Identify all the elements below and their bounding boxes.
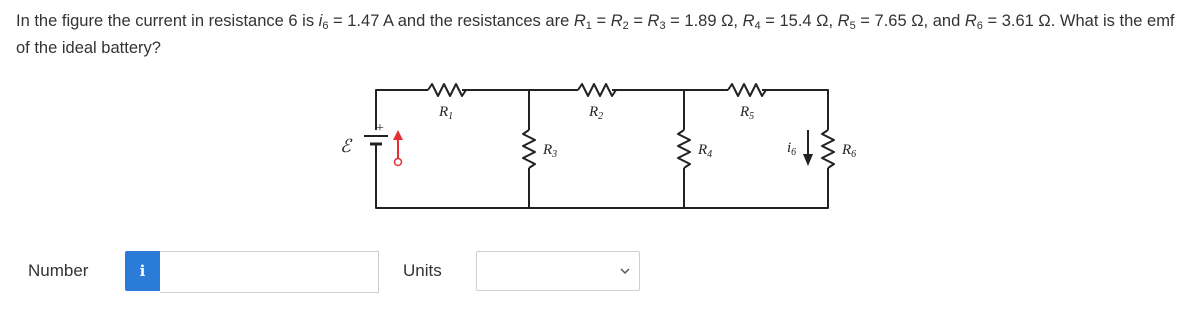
equals: =	[591, 12, 611, 30]
circuit-wires	[376, 84, 834, 208]
i6-label-sub: 6	[791, 147, 797, 158]
r3-label-sub: 3	[552, 149, 558, 160]
r5-label	[739, 104, 754, 122]
resistor-r3	[523, 130, 535, 168]
r6-var: R	[964, 12, 977, 30]
r6-label-letter: R	[842, 142, 852, 158]
r1-label	[438, 104, 453, 122]
emf-label: ℰ	[340, 136, 351, 156]
circuit-diagram	[300, 70, 900, 220]
emf-arrow-icon	[393, 130, 403, 166]
question-part: = 15.4 Ω,	[760, 12, 838, 30]
r4-sub: 4	[754, 20, 761, 32]
r6-label-sub: 6	[851, 149, 857, 160]
wire-top-3	[762, 90, 828, 130]
resistor-r4	[678, 130, 690, 168]
r2-label-letter: R	[589, 104, 599, 120]
r1-var: R	[573, 12, 586, 30]
r5-label-sub: 5	[749, 111, 755, 122]
info-icon[interactable]: i	[125, 251, 160, 291]
question-part: = 1.47 A and the resistances are	[328, 12, 574, 30]
r3-sub: 3	[659, 20, 666, 32]
current-sub: 6	[322, 20, 329, 32]
question-part: = 7.65 Ω, and	[855, 12, 965, 30]
r6-sub: 6	[976, 20, 983, 32]
question-part: = 1.89 Ω,	[665, 12, 743, 30]
i6-label	[787, 140, 796, 158]
r2-sub: 2	[622, 20, 629, 32]
resistor-r5	[728, 84, 766, 96]
r1-label-sub: 1	[448, 111, 454, 122]
r5-var: R	[837, 12, 850, 30]
units-select[interactable]	[476, 251, 640, 291]
r3-label	[542, 142, 557, 160]
chevron-down-icon	[620, 266, 630, 276]
r4-label-sub: 4	[707, 149, 713, 160]
r3-label-letter: R	[543, 142, 553, 158]
number-label: Number	[28, 261, 89, 280]
r4-label-letter: R	[698, 142, 708, 158]
units-label: Units	[403, 261, 442, 280]
number-input[interactable]	[160, 251, 379, 293]
battery-plus-label: +	[376, 121, 384, 136]
current-var: i	[318, 12, 323, 30]
answer-row	[0, 250, 700, 292]
battery	[364, 136, 388, 154]
r4-var: R	[742, 12, 755, 30]
question-part: In the figure the current in resistance 6 is	[16, 12, 319, 30]
i6-label-letter: i	[787, 140, 792, 156]
r4-label	[697, 142, 712, 160]
r5-label-letter: R	[740, 104, 750, 120]
r2-var: R	[610, 12, 623, 30]
r5-sub: 5	[849, 20, 856, 32]
r2-label	[588, 104, 603, 122]
resistor-r1	[428, 84, 466, 96]
r1-sub: 1	[585, 20, 592, 32]
equals: =	[628, 12, 648, 30]
r2-label-sub: 2	[598, 111, 604, 122]
r6-label	[841, 142, 856, 160]
question-part: = 3.61 Ω. What is the emf of the ideal battery?	[16, 12, 1175, 57]
r3-var: R	[647, 12, 660, 30]
question-text	[16, 8, 1176, 62]
r1-label-letter: R	[439, 104, 449, 120]
resistor-r6	[822, 130, 834, 168]
wire-right	[376, 154, 828, 208]
resistor-r2	[578, 84, 616, 96]
current-arrow-icon	[803, 130, 813, 166]
